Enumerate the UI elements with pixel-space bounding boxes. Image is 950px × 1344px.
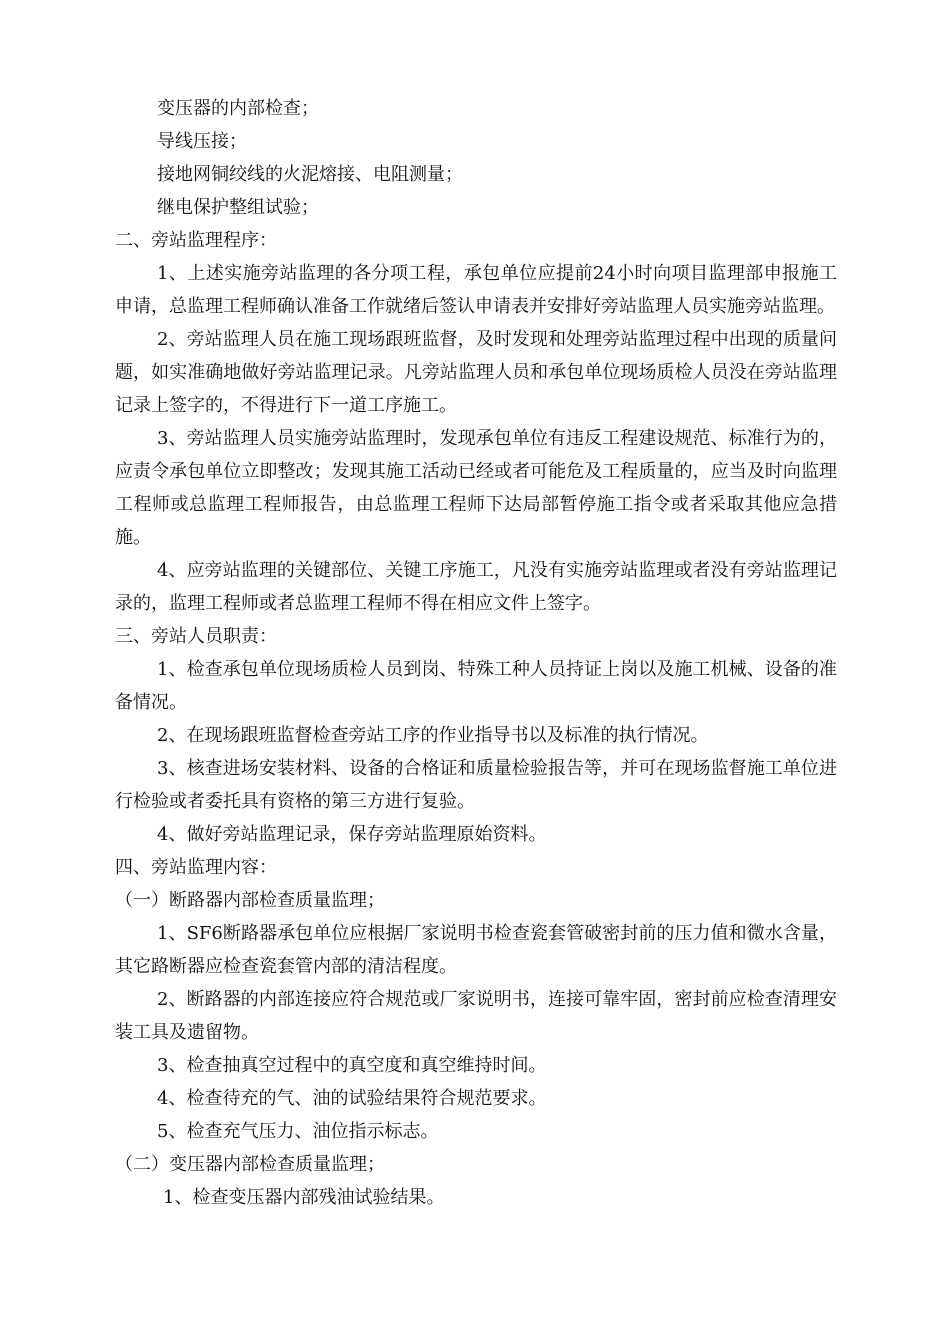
list-item: 继电保护整组试验； <box>157 197 319 218</box>
paragraph: 1、检查变压器内部残油试验结果。 <box>163 1187 445 1208</box>
paragraph: 4、做好旁站监理记录，保存旁站监理原始资料。 <box>157 824 547 845</box>
paragraph: 2、在现场跟班监督检查旁站工序的作业指导书以及标准的执行情况。 <box>157 725 709 746</box>
subsection-heading: （一）断路器内部检查质量监理； <box>115 890 385 911</box>
paragraph: 3、核查进场安装材料、设备的合格证和质量检验报告等，并可在现场监督施工单位进行检验或者委托具有资格的第三方进行复验。 <box>115 758 837 812</box>
list-item: 变压器的内部检查； <box>157 98 319 119</box>
paragraph: 2、断路器的内部连接应符合规范或厂家说明书，连接可靠牢固，密封前应检查清理安装工具及遗留物。 <box>115 989 837 1043</box>
document-body <box>115 92 837 1214</box>
section-heading: 四、旁站监理内容： <box>115 857 277 878</box>
paragraph: 1、上述实施旁站监理的各分项工程，承包单位应提前24小时向项目监理部申报施工申请，总监理工程师确认准备工作就绪后签认申请表并安排好旁站监理人员实施旁站监理。 <box>115 263 837 317</box>
paragraph: 1、SF6断路器承包单位应根据厂家说明书检查瓷套管破密封前的压力值和微水含量，其它路断器应检查瓷套管内部的清洁程度。 <box>115 923 837 977</box>
list-item: 导线压接； <box>157 131 247 152</box>
list-item: 接地网铜绞线的火泥熔接、电阻测量； <box>157 164 463 185</box>
subsection-heading: （二）变压器内部检查质量监理； <box>115 1154 385 1175</box>
section-heading: 二、旁站监理程序： <box>115 230 277 251</box>
paragraph: 4、检查待充的气、油的试验结果符合规范要求。 <box>157 1088 547 1109</box>
section-heading: 三、旁站人员职责： <box>115 626 277 647</box>
paragraph: 2、旁站监理人员在施工现场跟班监督，及时发现和处理旁站监理过程中出现的质量问题，如实准确地做好旁站监理记录。凡旁站监理人员和承包单位现场质检人员没在旁站监理记录上签字的，不得进行下一道工序施工。 <box>115 329 837 416</box>
paragraph: 3、检查抽真空过程中的真空度和真空维持时间。 <box>157 1055 547 1076</box>
paragraph: 1、检查承包单位现场质检人员到岗、特殊工种人员持证上岗以及施工机械、设备的准备情况。 <box>115 659 837 713</box>
paragraph: 3、旁站监理人员实施旁站监理时，发现承包单位有违反工程建设规范、标准行为的，应责令承包单位立即整改；发现其施工活动已经或者可能危及工程质量的，应当及时向监理工程师或总监理工程师报告，由总监理工程师下达局部暂停施工指令或者采取其他应急措施。 <box>115 428 837 548</box>
paragraph: 5、检查充气压力、油位指示标志。 <box>157 1121 439 1142</box>
paragraph: 4、应旁站监理的关键部位、关键工序施工，凡没有实施旁站监理或者没有旁站监理记录的，监理工程师或者总监理工程师不得在相应文件上签字。 <box>115 560 837 614</box>
